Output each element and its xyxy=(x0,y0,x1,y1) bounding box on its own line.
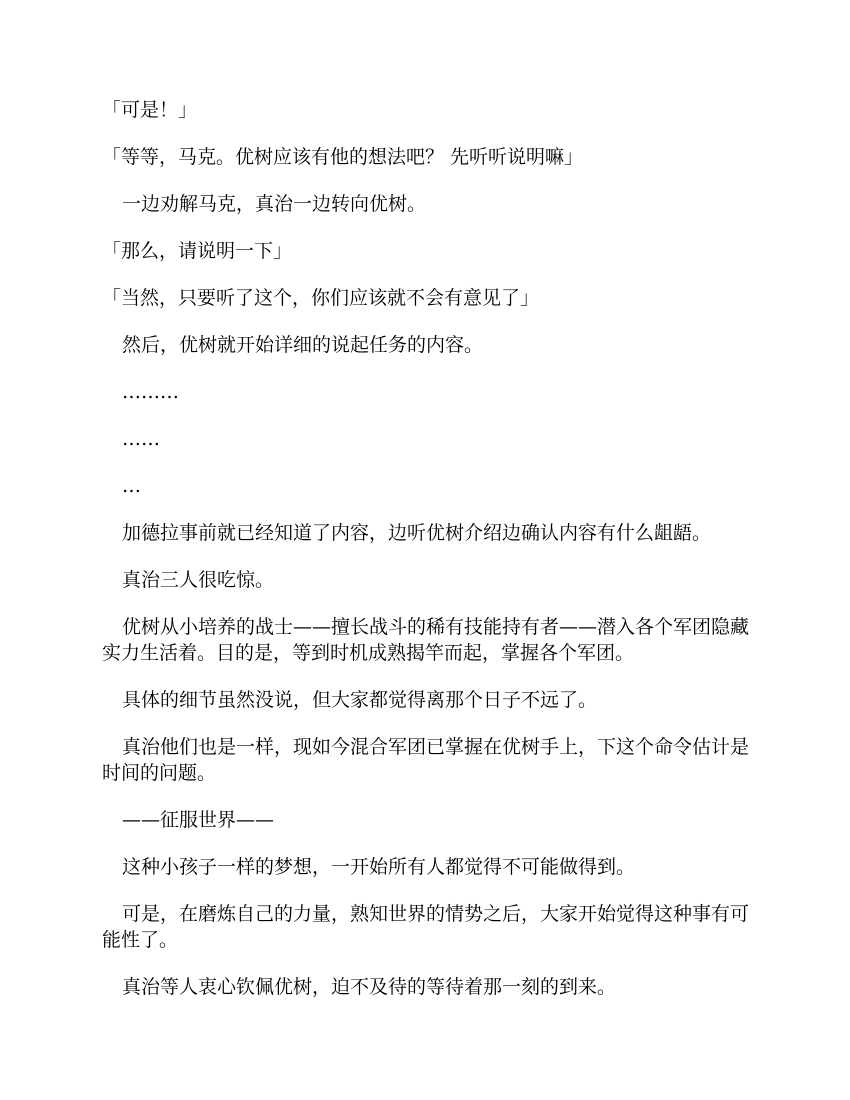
paragraph-1: 「可是！」 xyxy=(102,99,198,121)
paragraph-3: 一边劝解马克，真治一边转向优树。 xyxy=(122,193,427,215)
paragraph-6: 然后，优树就开始详细的说起任务的内容。 xyxy=(122,334,484,356)
paragraph-7: ……… xyxy=(122,381,179,403)
paragraph-15: ——征服世界—— xyxy=(122,809,275,831)
paragraph-8: …… xyxy=(122,428,160,450)
paragraph-14: 真治他们也是一样，现如今混合军团已掌握在优树手上，下这个命令估计是时间的问题。 xyxy=(102,736,750,784)
paragraph-9: … xyxy=(122,475,141,497)
document-body xyxy=(102,97,752,1021)
paragraph-17: 可是，在磨炼自己的力量，熟知世界的情势之后，大家开始觉得这种事有可能性了。 xyxy=(102,903,750,951)
paragraph-13: 具体的细节虽然没说，但大家都觉得离那个日子不远了。 xyxy=(122,689,598,711)
paragraph-11: 真治三人很吃惊。 xyxy=(122,569,275,591)
paragraph-18: 真治等人衷心钦佩优树，迫不及待的等待着那一刻的到来。 xyxy=(122,976,617,998)
paragraph-5: 「当然，只要听了这个，你们应该就不会有意见了」 xyxy=(102,287,540,309)
paragraph-16: 这种小孩子一样的梦想，一开始所有人都觉得不可能做得到。 xyxy=(122,856,636,878)
paragraph-12: 优树从小培养的战士——擅长战斗的稀有技能持有者——潜入各个军团隐藏实力生活着。目的是，等到时机成熟揭竿而起，掌握各个军团。 xyxy=(102,616,750,664)
paragraph-10: 加德拉事前就已经知道了内容，边听优树介绍边确认内容有什么龃龉。 xyxy=(122,522,712,544)
paragraph-2: 「等等，马克。优树应该有他的想法吧？ 先听听说明嘛」 xyxy=(102,146,584,168)
paragraph-4: 「那么，请说明一下」 xyxy=(102,240,293,262)
